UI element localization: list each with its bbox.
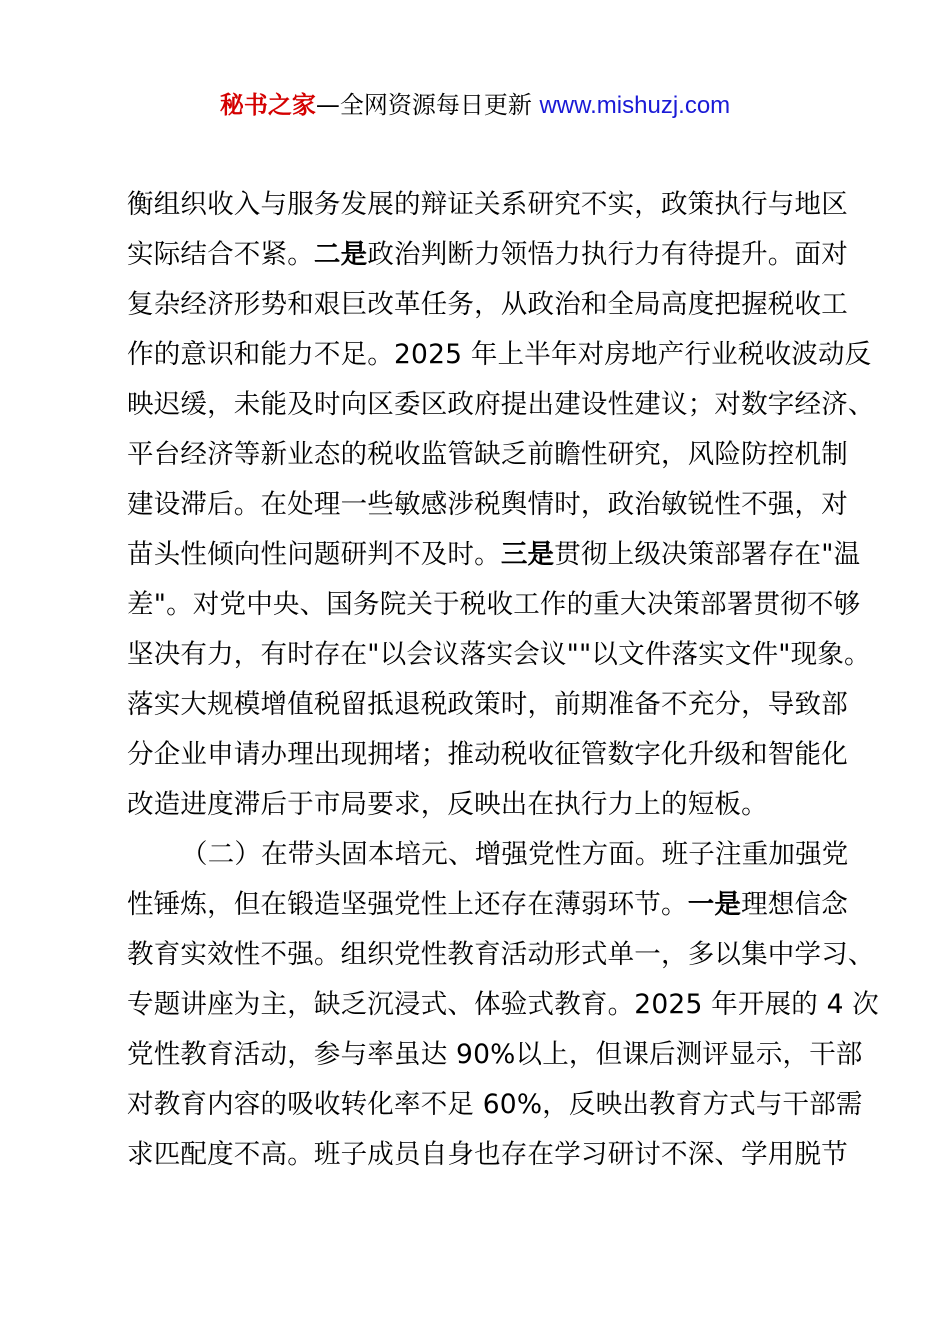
text-line [127, 430, 847, 480]
text-line [127, 380, 875, 430]
text-line [127, 980, 879, 1030]
text-line [127, 280, 847, 330]
text-run: （二）在带头固本培元、增强党性方面。班子注重加强党 [181, 839, 849, 870]
website-link[interactable]: www.mishuzj.com [539, 92, 731, 119]
text-run: 专题讲座为主，缺乏沉浸式、体验式教育。2025 年开展的 4 次 [127, 989, 879, 1020]
text-line [127, 1130, 847, 1180]
emphasis-label: 二是 [313, 239, 368, 270]
text-run: 党性教育活动，参与率虽达 90%以上，但课后测评显示，干部 [127, 1039, 863, 1070]
text-run: 建设滞后。在处理一些敏感涉税舆情时，政治敏锐性不强，对 [127, 489, 848, 520]
text-run: 落实大规模增值税留抵退税政策时，前期准备不充分，导致部 [127, 689, 848, 720]
page-header [0, 88, 950, 123]
text-run: 作的意识和能力不足。2025 年上半年对房地产行业税收波动反 [127, 339, 872, 370]
text-run: 对教育内容的吸收转化率不足 60%，反映出教育方式与干部需 [127, 1089, 863, 1120]
text-line [127, 630, 871, 680]
text-run: 坚决有力，有时存在"以会议落实会议""以文件落实文件"现象。 [127, 639, 871, 670]
text-line [127, 180, 847, 230]
text-run: 实际结合不紧。 [127, 239, 314, 270]
text-run: 映迟缓，未能及时向区委区政府提出建设性建议；对数字经济、 [127, 389, 875, 420]
text-line [127, 530, 861, 580]
text-run: 复杂经济形势和艰巨改革任务，从政治和全局高度把握税收工 [127, 289, 848, 320]
text-run: 衡组织收入与服务发展的辩证关系研究不实，政策执行与地区 [127, 189, 848, 220]
text-line [127, 580, 861, 630]
text-run: 性锤炼，但在锻造坚强党性上还存在薄弱环节。 [127, 889, 688, 920]
text-line [127, 1030, 863, 1080]
text-run: 苗头性倾向性问题研判不及时。 [127, 539, 501, 570]
text-run: 教育实效性不强。组织党性教育活动形式单一，多以集中学习、 [127, 939, 875, 970]
text-line [127, 880, 847, 930]
text-line [127, 780, 847, 830]
text-line [127, 730, 847, 780]
text-run: 平台经济等新业态的税收监管缺乏前瞻性研究，风险防控机制 [127, 439, 848, 470]
text-line [127, 230, 847, 280]
emphasis-label: 一是 [687, 889, 742, 920]
text-run: 分企业申请办理出现拥堵；推动税收征管数字化升级和智能化 [127, 739, 848, 770]
text-line [127, 1080, 863, 1130]
text-line [127, 930, 875, 980]
document-body [127, 180, 879, 1180]
brand-name: 秘书之家 [219, 91, 316, 119]
text-run: 理想信念 [741, 889, 848, 920]
text-line [127, 680, 847, 730]
text-run: 贯彻上级决策部署存在"温 [554, 539, 861, 570]
text-line [127, 480, 847, 530]
emphasis-label: 三是 [500, 539, 555, 570]
text-run: 求匹配度不高。班子成员自身也存在学习研讨不深、学用脱节 [127, 1139, 848, 1170]
text-run: 差"。对党中央、国务院关于税收工作的重大决策部署贯彻不够 [127, 589, 861, 620]
text-line [127, 830, 847, 880]
header-tagline: —全网资源每日更新 [315, 91, 532, 119]
text-run: 政治判断力领悟力执行力有待提升。面对 [367, 239, 848, 270]
text-run: 改造进度滞后于市局要求，反映出在执行力上的短板。 [127, 789, 768, 820]
text-line [127, 330, 872, 380]
